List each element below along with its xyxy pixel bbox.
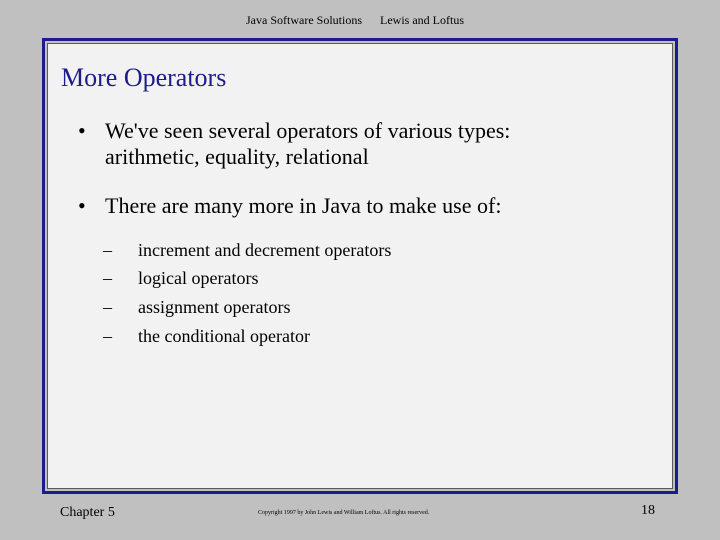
- sub-item-marker-4: –: [103, 326, 112, 346]
- header-book-title: Java Software Solutions: [246, 13, 362, 27]
- sub-item-1: increment and decrement operators: [138, 240, 392, 260]
- sub-item-4: the conditional operator: [138, 326, 310, 346]
- header-authors: Lewis and Loftus: [380, 13, 464, 27]
- footer-copyright: Copyright 1997 by John Lewis and William Loftus. All rights reserved.: [258, 510, 430, 516]
- bullet-1-line-1: We've seen several operators of various types:: [105, 118, 511, 143]
- sub-item-marker-2: –: [103, 268, 112, 288]
- sub-item-marker-3: –: [103, 297, 112, 317]
- bullet-marker-1: •: [78, 118, 86, 143]
- bullet-marker-2: •: [78, 193, 86, 218]
- bullet-1-line-2: arithmetic, equality, relational: [105, 144, 369, 169]
- footer-page-number: 18: [641, 503, 655, 518]
- sub-item-2: logical operators: [138, 268, 259, 288]
- footer-chapter: Chapter 5: [60, 505, 115, 520]
- sub-item-3: assignment operators: [138, 297, 291, 317]
- bullet-2-line-1: There are many more in Java to make use of:: [105, 193, 502, 218]
- sub-item-marker-1: –: [103, 240, 112, 260]
- slide-title: More Operators: [61, 63, 227, 92]
